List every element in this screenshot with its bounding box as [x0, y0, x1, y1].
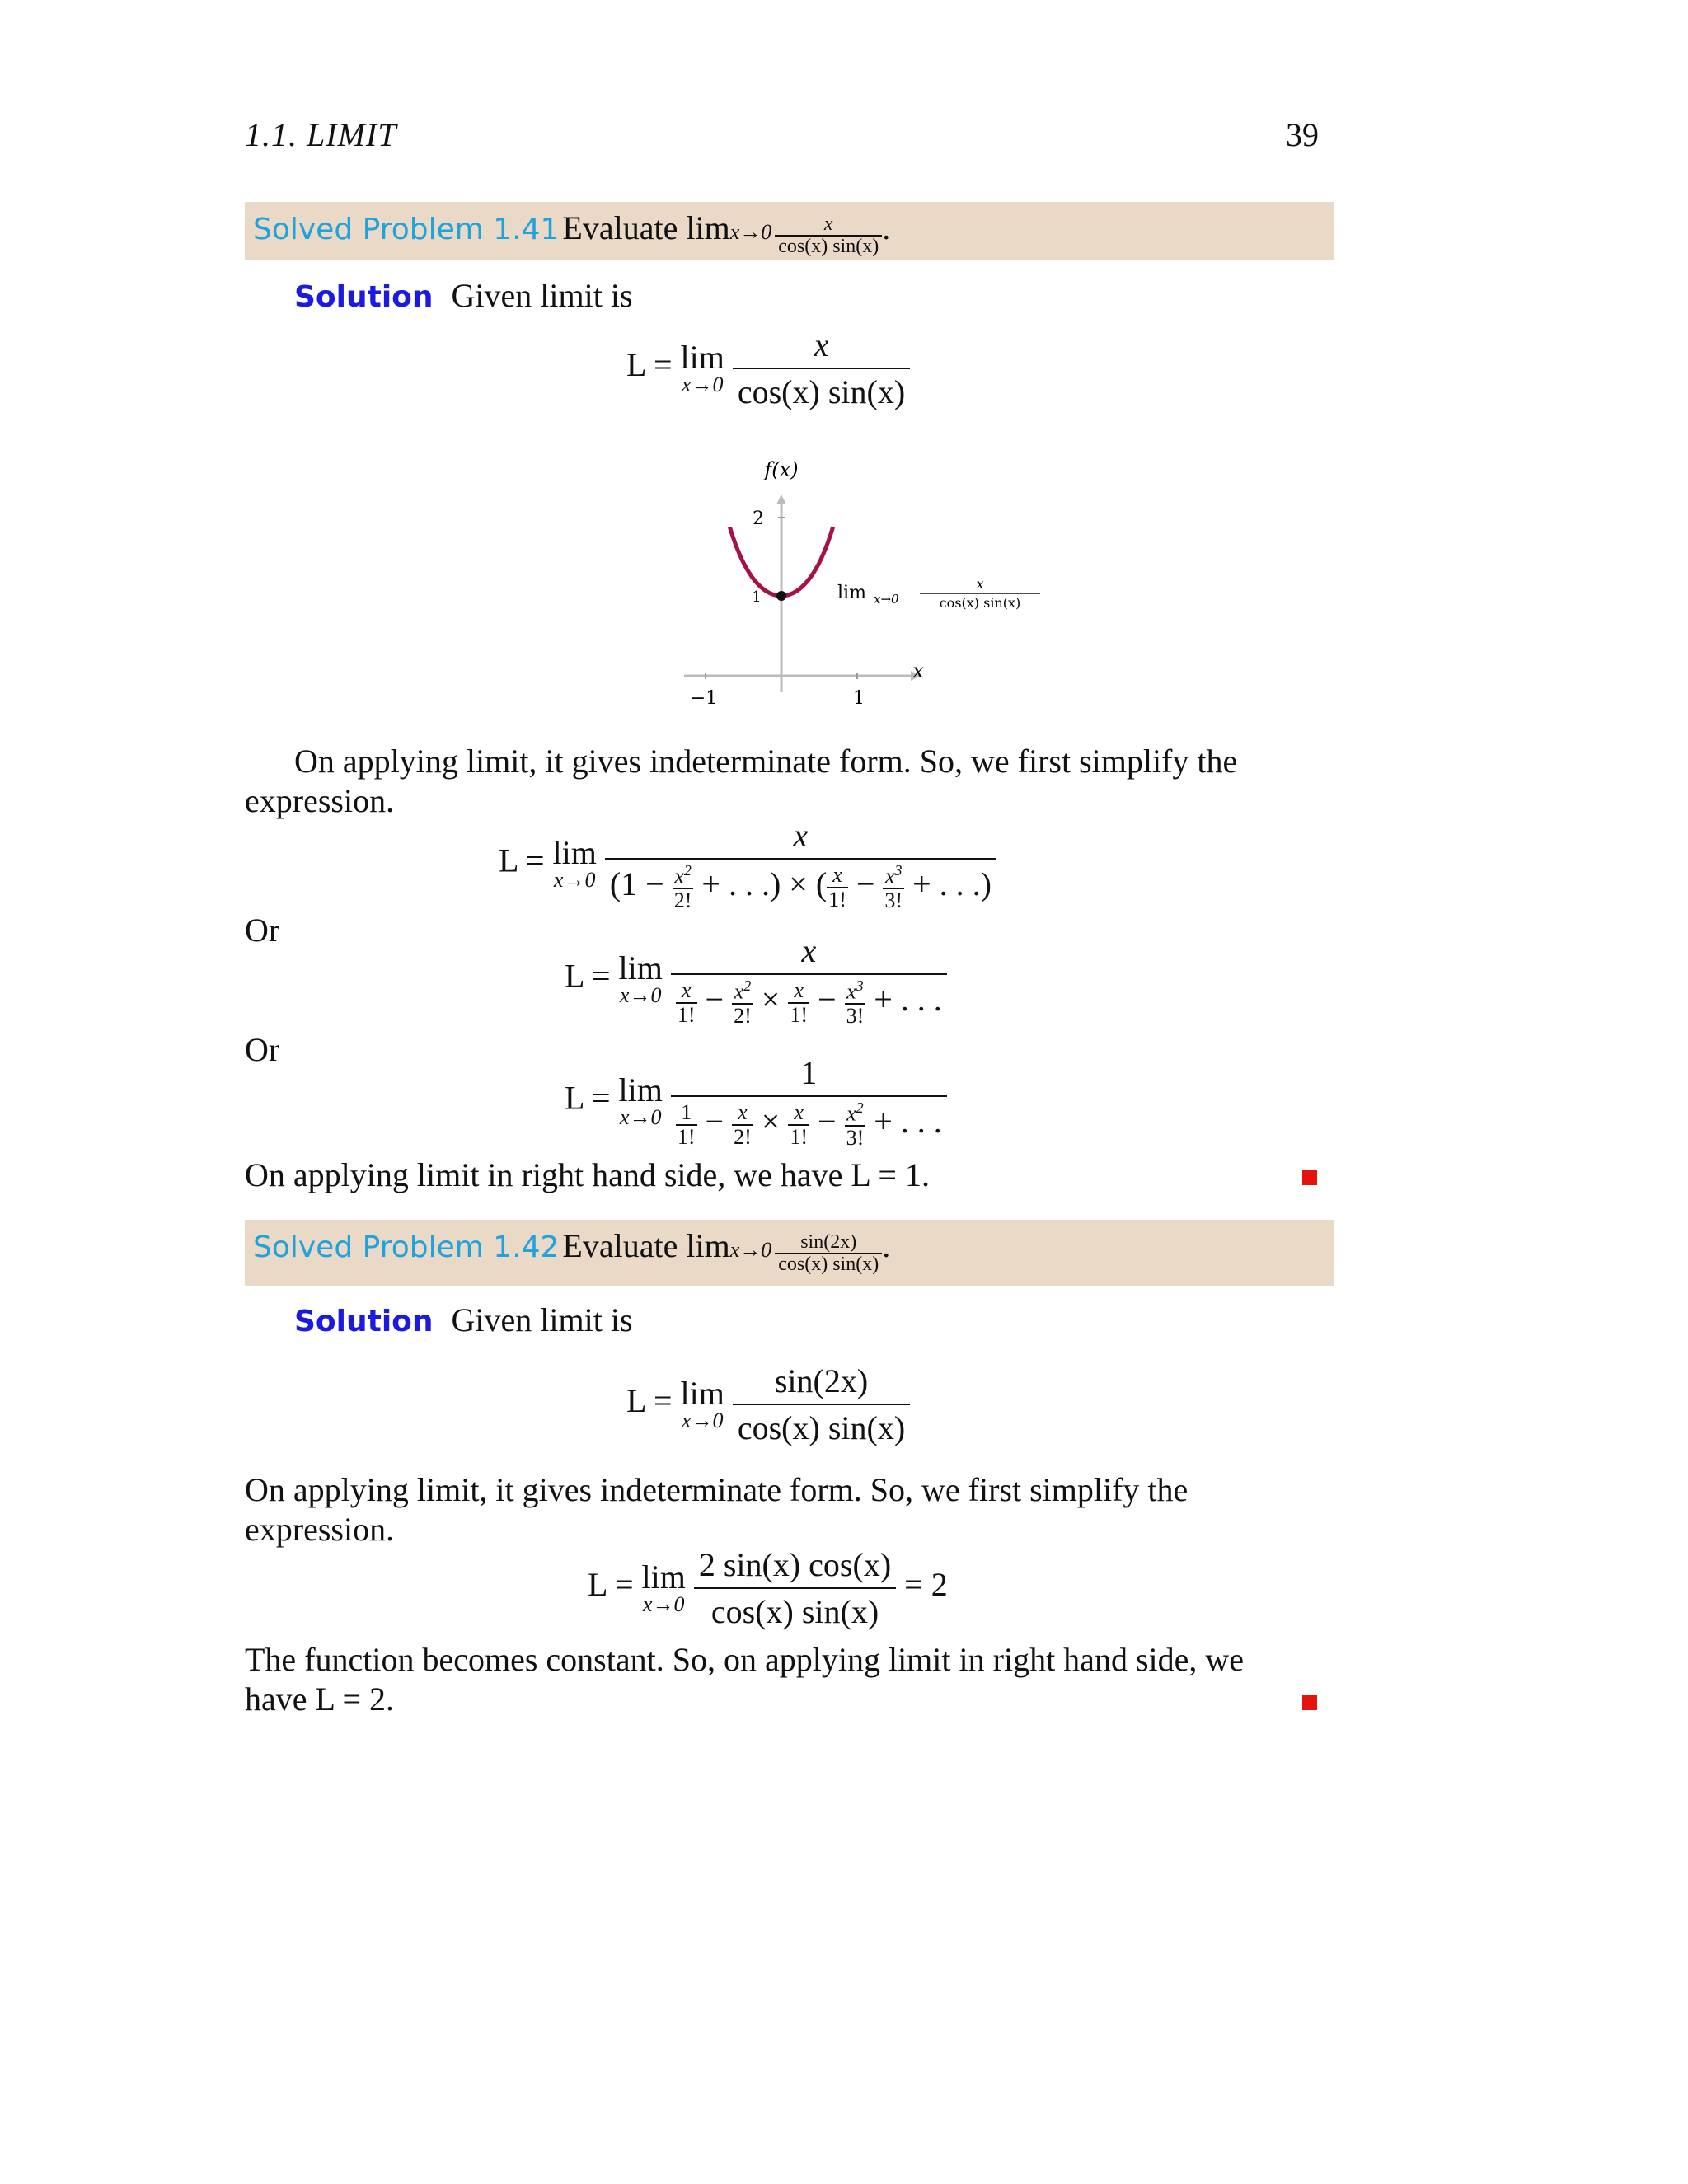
lim-text: lim: [680, 1375, 724, 1412]
equation-5: [626, 1361, 910, 1447]
eq-lhs: L =: [626, 346, 673, 384]
lim-subscript: x→0: [642, 1592, 685, 1616]
equation-4: [565, 1053, 947, 1149]
frac-denominator: $\frac{1}{1!}$ − $\frac{x}{2!}$ × $\frac{x}{1!}$ − $\frac{x^2}{3!}$ + . . .: [677, 1099, 942, 1150]
frac-denominator: (1 − $\frac{x^2}{2!}$ + . . .) × ( $\frac{x}{1!}$ − $\frac{x^3}{3!}$ + . . .): [609, 862, 992, 912]
lim-subscript: x→0: [619, 983, 662, 1008]
y-tick-label-1: 1: [752, 588, 762, 606]
eq-fraction: [671, 931, 947, 1027]
eq-fraction: [733, 1361, 910, 1447]
lim-text: lim: [641, 1558, 686, 1596]
lim-text: lim: [618, 949, 663, 987]
running-title: 1.1. LIMIT: [245, 116, 397, 153]
paragraph-1-line1: On applying limit, it gives indeterminate form. So, we first simplify the: [294, 743, 1238, 780]
plot-annotation-den: cos(x) sin(x): [939, 595, 1021, 611]
x-tick-label-neg1: −1: [690, 688, 718, 709]
equation-2: [499, 816, 996, 912]
conclusion-2-line1: The function becomes constant. So, on applying limit in right hand side, we: [245, 1641, 1245, 1678]
limit-operator: [681, 341, 724, 396]
frac-numerator: 1: [671, 1053, 947, 1097]
or-label-1: Or: [245, 912, 280, 949]
problem-prompt: Evaluate lim: [562, 209, 730, 246]
problem-prompt-sub: x→0: [729, 1238, 772, 1262]
frac-numerator: sin(2x): [733, 1361, 910, 1405]
frac-denominator: cos(x) sin(x): [737, 373, 906, 410]
equation-6: [588, 1545, 948, 1631]
frac-denominator: $\frac{x}{1!}$ − $\frac{x^2}{2!}$ × $\frac{x}{1!}$ − $\frac{x^3}{3!}$ + . . .: [677, 977, 942, 1028]
problem-fraction: [775, 214, 882, 257]
eq-lhs: L =: [499, 841, 545, 879]
y-tick-label-2: 2: [753, 509, 764, 529]
eq-fraction: [733, 326, 910, 411]
limit-operator: [618, 1071, 663, 1130]
conclusion-2-line2: have L = 2.: [245, 1680, 395, 1718]
eq-lhs: L =: [565, 1079, 611, 1117]
x-axis-label: x: [912, 659, 924, 682]
solution-heading: [294, 276, 633, 315]
frac-numerator: x: [733, 326, 910, 369]
lim-subscript: x→0: [681, 1408, 724, 1432]
eq-fraction: [694, 1545, 896, 1631]
paragraph-1-line2: expression.: [245, 782, 395, 819]
problem-label: Solved Problem 1.42: [253, 1230, 560, 1264]
y-axis-label: f(x): [764, 458, 799, 481]
limit-operator: [681, 1377, 724, 1432]
conclusion-1: On applying limit in right hand side, we have L = 1.: [245, 1156, 930, 1193]
frac-numerator: x: [605, 816, 996, 860]
qed-square-2: [1302, 1695, 1317, 1710]
frac-denominator: cos(x) sin(x): [737, 1409, 906, 1446]
function-plot: [659, 453, 1055, 725]
problem-box-1-41: Solved Problem 1.41 Evaluate limx→0 $\frac{x}{\cos(x) \sin(x)}$ .: [245, 202, 1334, 260]
eq-fraction: [605, 816, 996, 912]
eq-lhs: L =: [565, 957, 611, 995]
frac-denominator: cos(x) sin(x): [710, 1593, 879, 1630]
lim-text: lim: [552, 834, 597, 872]
page-number: 39: [1286, 116, 1319, 153]
limit-operator: [618, 949, 663, 1008]
solution-label: Solution: [294, 280, 434, 314]
problem-prompt: Evaluate lim: [562, 1227, 730, 1264]
y-axis-arrow: [776, 494, 786, 504]
solution-intro: Given limit is: [451, 1301, 633, 1338]
paragraph-2-line2: expression.: [245, 1511, 395, 1548]
lim-subscript: x→0: [681, 373, 724, 396]
problem-prompt-sub: x→0: [729, 220, 772, 244]
paragraph-2-line1: On applying limit, it gives indeterminate form. So, we first simplify the: [245, 1471, 1189, 1508]
limit-operator: [552, 834, 597, 893]
equation-3: [565, 931, 947, 1027]
qed-square-1: [1302, 1170, 1317, 1185]
problem-fraction: [775, 1232, 882, 1275]
limit-operator: [641, 1558, 686, 1616]
solution-intro: Given limit is: [451, 277, 633, 314]
problem-label: Solved Problem 1.41: [253, 213, 560, 246]
eq-rhs: = 2: [904, 1566, 948, 1604]
problem-frac-num: x: [775, 214, 882, 237]
x-tick-label-1: 1: [853, 688, 865, 709]
lim-text: lim: [618, 1071, 663, 1109]
eq-fraction: [671, 1053, 947, 1149]
lim-subscript: x→0: [619, 1105, 662, 1130]
lim-subscript: x→0: [553, 868, 596, 893]
solution-label: Solution: [294, 1305, 434, 1338]
eq-lhs: L =: [588, 1566, 634, 1604]
plot-annotation-sub: x→0: [874, 592, 899, 607]
problem-frac-den: cos(x) sin(x): [778, 1254, 879, 1276]
plot-annotation-lim: lim: [837, 583, 866, 603]
solution-heading: [294, 1301, 633, 1339]
or-label-2: Or: [245, 1031, 280, 1068]
eq-lhs: L =: [626, 1382, 673, 1420]
problem-box-1-42: Solved Problem 1.42 Evaluate limx→0 $\frac{\sin(2x)}{\cos(x) \sin(x)}$ .: [245, 1220, 1334, 1286]
problem-frac-den: cos(x) sin(x): [778, 236, 879, 258]
limit-point: [776, 591, 786, 601]
lim-text: lim: [680, 339, 724, 376]
equation-1: [626, 326, 910, 411]
plot-annotation-num: x: [976, 576, 984, 592]
frac-numerator: x: [671, 931, 947, 975]
problem-frac-num: sin(2x): [775, 1232, 882, 1254]
frac-numerator: 2 sin(x) cos(x): [694, 1545, 896, 1589]
